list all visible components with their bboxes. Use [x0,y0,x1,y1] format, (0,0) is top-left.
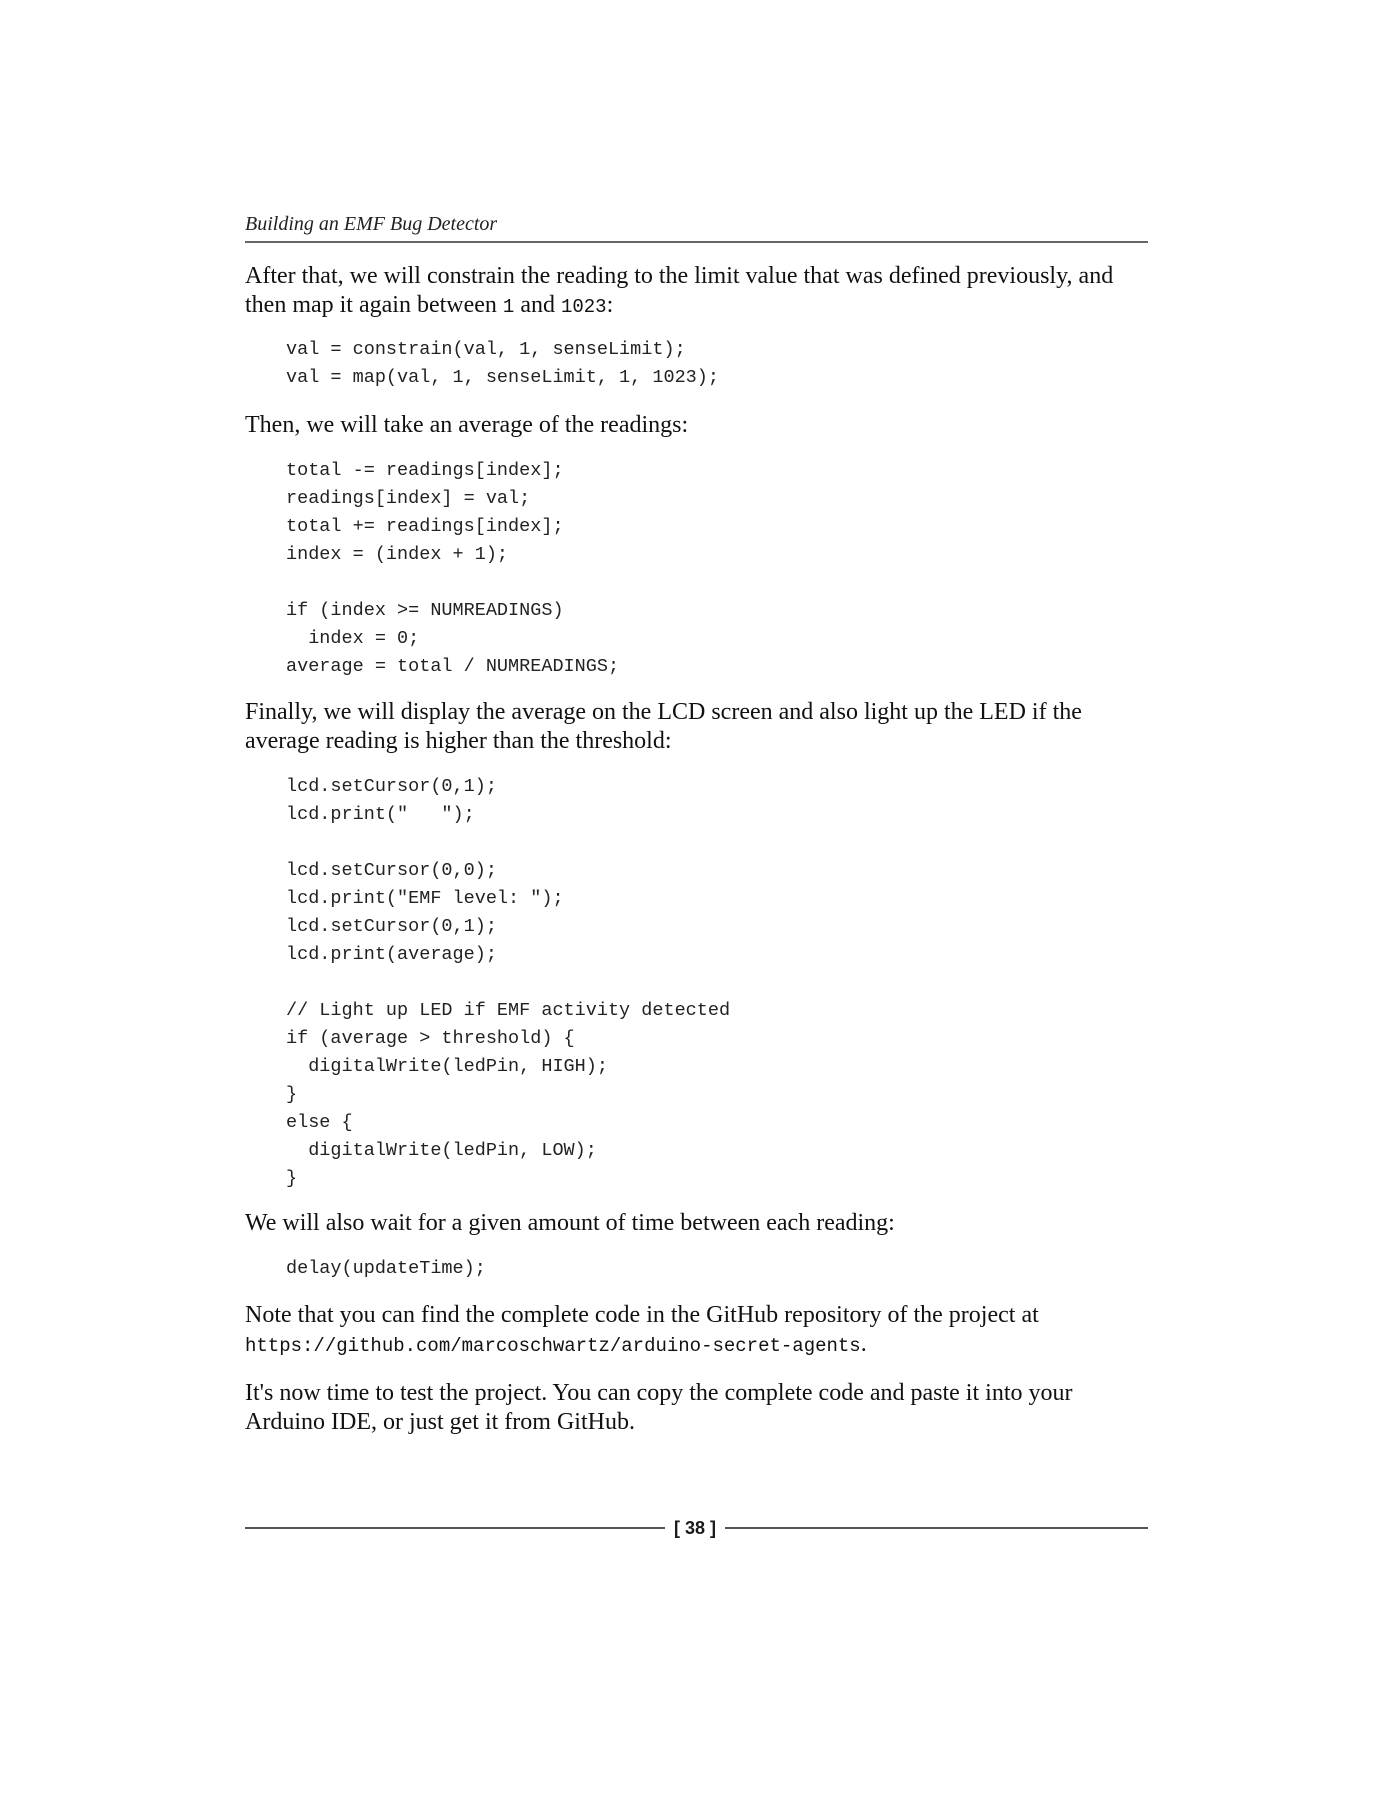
header-rule [245,241,1148,243]
page-footer [245,1516,1148,1540]
code-line: index = 0; [286,628,420,649]
code-line: lcd.print(" "); [286,804,475,825]
code-line: total += readings[index]; [286,516,564,537]
code-line: if (index >= NUMREADINGS) [286,600,564,621]
running-header: Building an EMF Bug Detector [245,213,498,235]
footer-rule-left [245,1527,665,1529]
paragraph-test: It's now time to test the project. You can copy the complete code and paste it into your Arduino IDE, or just get it from GitHub. [245,1380,1073,1435]
repository-url[interactable]: https://github.com/marcoschwartz/arduino-secret-agents [245,1335,861,1357]
code-line [286,829,730,857]
text: : [606,292,614,318]
text: . [860,1331,867,1357]
code-line: else { [286,1112,353,1133]
code-line: average = total / NUMREADINGS; [286,656,620,677]
code-line: readings[index] = val; [286,488,531,509]
code-line: lcd.setCursor(0,0); [286,860,497,881]
code-block-display [286,773,730,1193]
text: After that, we will constrain the reading to the limit value that was defined previously, and then map it again between [245,263,1114,318]
code-line [286,969,730,997]
code-block-average [286,457,619,681]
code-line: } [286,1084,298,1105]
code-line: val = constrain(val, 1, senseLimit); [286,339,686,360]
inline-code: 1023 [560,296,607,318]
paragraph-constrain [245,262,1155,320]
code-line [286,569,619,597]
code-line: total -= readings[index]; [286,460,564,481]
inline-code: 1 [502,296,515,318]
text: and [514,292,561,318]
paragraph-display: Finally, we will display the average on the LCD screen and also light up the LED if the average reading is higher than the threshold: [245,699,1082,754]
code-line: lcd.setCursor(0,1); [286,776,497,797]
page-number: [ 38 ] [673,1518,716,1538]
code-line: // Light up LED if EMF activity detected [286,1000,731,1021]
code-line: lcd.print("EMF level: "); [286,888,564,909]
code-line: if (average > threshold) { [286,1028,575,1049]
code-block-delay [286,1255,486,1283]
code-line: digitalWrite(ledPin, HIGH); [286,1056,608,1077]
code-line: } [286,1168,298,1189]
code-line: digitalWrite(ledPin, LOW); [286,1140,597,1161]
code-line: lcd.setCursor(0,1); [286,916,497,937]
code-line: val = map(val, 1, senseLimit, 1, 1023); [286,367,719,388]
code-line: delay(updateTime); [286,1258,486,1279]
code-line: index = (index + 1); [286,544,509,565]
footer-rule-right [725,1527,1148,1529]
paragraph-github [245,1301,1155,1359]
code-line: lcd.print(average); [286,944,497,965]
paragraph-delay: We will also wait for a given amount of time between each reading: [245,1210,895,1236]
code-block-constrain [286,336,719,392]
paragraph-average: Then, we will take an average of the readings: [245,412,689,438]
text: Note that you can find the complete code in the GitHub repository of the project at [245,1302,1039,1328]
